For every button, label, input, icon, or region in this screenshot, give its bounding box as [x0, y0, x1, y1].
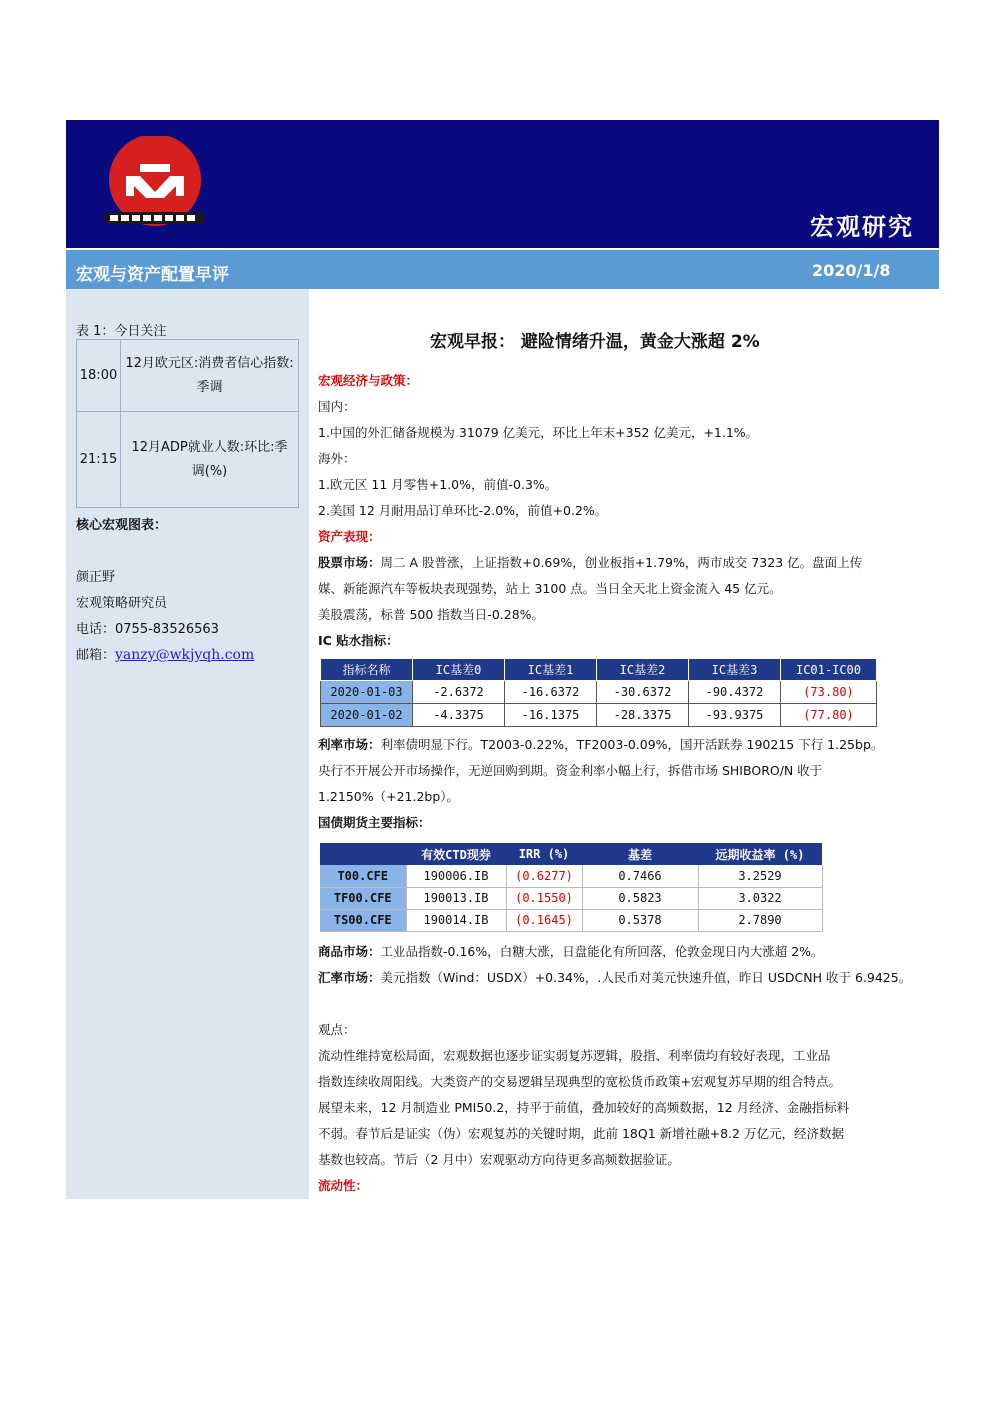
stock-label: 股票市场：	[318, 555, 381, 570]
table-header-cell: IRR (%)	[506, 843, 582, 865]
bond-futures-table	[320, 843, 823, 932]
table-row-header: TF00.CFE	[320, 887, 406, 909]
schedule-table	[76, 339, 299, 508]
rate-text: 利率债明显下行。T2003-0.22%，TF2003-0.09%，国开活跃券 190215 下行 1.25bp。	[380, 737, 884, 752]
report-type-label: 宏观研究	[810, 213, 914, 241]
view-line-4: 不弱。春节后是证实（伪）宏观复苏的关键时期，此前 18Q1 新增社融+8.2 万亿元，经济数据	[318, 1126, 844, 1141]
minmetals-logo	[104, 136, 206, 226]
macro-section-title: 宏观经济与政策：	[318, 373, 419, 388]
table-row	[321, 681, 877, 704]
table-cell: -16.6372	[505, 681, 597, 704]
table-header-cell: IC基差2	[597, 659, 689, 681]
table-header-cell: IC基差0	[413, 659, 505, 681]
email-link[interactable]: yanzy@wkjyqh.com	[115, 647, 255, 663]
stock-line-2: 媒、新能源汽车等板块表现强势，站上 3100 点。当日全天北上资金流入 45 亿元。	[318, 581, 782, 596]
commodity-label: 商品市场：	[318, 944, 381, 959]
table-cell: -93.9375	[689, 704, 781, 727]
table-header-cell	[320, 843, 406, 865]
view-line-3: 展望未来，12 月制造业 PMI50.2，持平于前值，叠加较好的高频数据，12 月经济、金融指标料	[318, 1100, 850, 1115]
view-line-2: 指数连续收周阳线。大类资产的交易逻辑呈现典型的宽松货币政策+宏观复苏早期的组合特点。	[318, 1074, 841, 1089]
schedule-time: 18:00	[77, 340, 121, 412]
fx-label: 汇率市场：	[318, 970, 381, 985]
table-cell: -30.6372	[597, 681, 689, 704]
table-header-cell: 指标名称	[321, 659, 413, 681]
core-charts-title: 核心宏观图表：	[76, 518, 168, 533]
table-row	[320, 887, 822, 909]
table-cell: 0.5378	[582, 909, 698, 931]
domestic-label: 国内：	[318, 399, 356, 414]
table-header-cell: 有效CTD现券	[406, 843, 506, 865]
table-cell: 2.7890	[698, 909, 822, 931]
email-label: 邮箱：	[76, 648, 116, 663]
schedule-row	[77, 412, 299, 508]
table-header-cell: IC01-IC00	[781, 659, 877, 681]
schedule-event: 12月ADP就业人数:环比:季调(%)	[121, 412, 299, 508]
rate-line-1	[318, 737, 883, 753]
table-header-row	[320, 843, 822, 865]
schedule-caption: 表 1：今日关注	[76, 324, 167, 339]
table-cell: 3.2529	[698, 865, 822, 887]
author-phone: 电话：0755-83526563	[76, 622, 219, 637]
asset-section-title: 资产表现：	[318, 529, 381, 544]
table-cell: 190006.IB	[406, 865, 506, 887]
table-row	[320, 865, 822, 887]
table-row	[321, 704, 877, 727]
table-header-cell: IC基差1	[505, 659, 597, 681]
table-header-cell: IC基差3	[689, 659, 781, 681]
rate-line-3: 1.2150%（+21.2bp）。	[318, 789, 460, 804]
author-role: 宏观策略研究员	[76, 596, 168, 611]
rate-line-2: 央行不开展公开市场操作，无逆回购到期。资金利率小幅上行，拆借市场 SHIBORO/N 收于	[318, 763, 823, 778]
overseas-item-1: 1.欧元区 11 月零售+1.0%，前值-0.3%。	[318, 477, 558, 492]
table-cell: -2.6372	[413, 681, 505, 704]
table-cell: (0.6277)	[506, 865, 582, 887]
subheader-bar	[66, 248, 939, 289]
bond-table-title: 国债期货主要指标：	[318, 815, 431, 830]
table-row-header: T00.CFE	[320, 865, 406, 887]
table-cell: 0.7466	[582, 865, 698, 887]
schedule-row	[77, 340, 299, 412]
table-cell-date: 2020-01-03	[321, 681, 413, 704]
table-cell: (0.1645)	[506, 909, 582, 931]
fx-text: 美元指数（Wind：USDX）+0.34%，.人民币对美元快速升值，昨日 USDCNH 收于 6.9425。	[380, 970, 912, 985]
table-row-header: TS00.CFE	[320, 909, 406, 931]
report-date: 2020/1/8	[812, 261, 891, 280]
report-series-title: 宏观与资产配置早评	[76, 265, 229, 285]
table-header-cell: 远期收益率 (%)	[698, 843, 822, 865]
table-cell: -28.3375	[597, 704, 689, 727]
schedule-event: 12月欧元区:消费者信心指数:季调	[121, 340, 299, 412]
view-label: 观点：	[318, 1022, 356, 1037]
view-line-5: 基数也较高。节后（2 月中）宏观驱动方向待更多高频数据验证。	[318, 1152, 680, 1167]
table-cell: 190013.IB	[406, 887, 506, 909]
table-header-row	[321, 659, 877, 681]
ic-table-title: IC 贴水指标：	[318, 633, 399, 648]
overseas-item-2: 2.美国 12 月耐用品订单环比-2.0%，前值+0.2%。	[318, 503, 608, 518]
overseas-label: 海外：	[318, 451, 356, 466]
table-cell: (73.80)	[781, 681, 877, 704]
commodity-text: 工业品指数-0.16%，白糖大涨，日盘能化有所回落，伦敦金现日内大涨超 2%。	[380, 944, 824, 959]
table-cell-date: 2020-01-02	[321, 704, 413, 727]
fx-line	[318, 970, 911, 986]
table-cell: (0.1550)	[506, 887, 582, 909]
table-cell: 3.0322	[698, 887, 822, 909]
author-name: 颜正野	[76, 570, 116, 585]
sidebar	[66, 289, 309, 1199]
table-row	[320, 909, 822, 931]
table-cell: 190014.IB	[406, 909, 506, 931]
table-cell: -90.4372	[689, 681, 781, 704]
stock-text: 周二 A 股普涨，上证指数+0.69%，创业板指+1.79%，两市成交 7323 亿。盘面上传	[380, 555, 863, 570]
author-email-line	[76, 644, 254, 663]
table-header-cell: 基差	[582, 843, 698, 865]
table-cell: (77.80)	[781, 704, 877, 727]
table-cell: -16.1375	[505, 704, 597, 727]
ic-basis-table	[320, 658, 877, 727]
view-line-1: 流动性维持宽松局面，宏观数据也逐步证实弱复苏逻辑，股指、利率债均有较好表现，工业品	[318, 1048, 831, 1063]
commodity-line	[318, 944, 824, 960]
table-cell: 0.5823	[582, 887, 698, 909]
us-stock-line: 美股震荡，标普 500 指数当日-0.28%。	[318, 607, 545, 622]
headline: 宏观早报： 避险情绪升温，黄金大涨超 2%	[430, 332, 760, 352]
stock-line-1	[318, 555, 862, 571]
schedule-time: 21:15	[77, 412, 121, 508]
rate-label: 利率市场：	[318, 737, 381, 752]
table-cell: -4.3375	[413, 704, 505, 727]
domestic-item-1: 1.中国的外汇储备规模为 31079 亿美元，环比上年末+352 亿美元，+1.1%。	[318, 425, 759, 440]
liquidity-section-title: 流动性：	[318, 1178, 369, 1193]
